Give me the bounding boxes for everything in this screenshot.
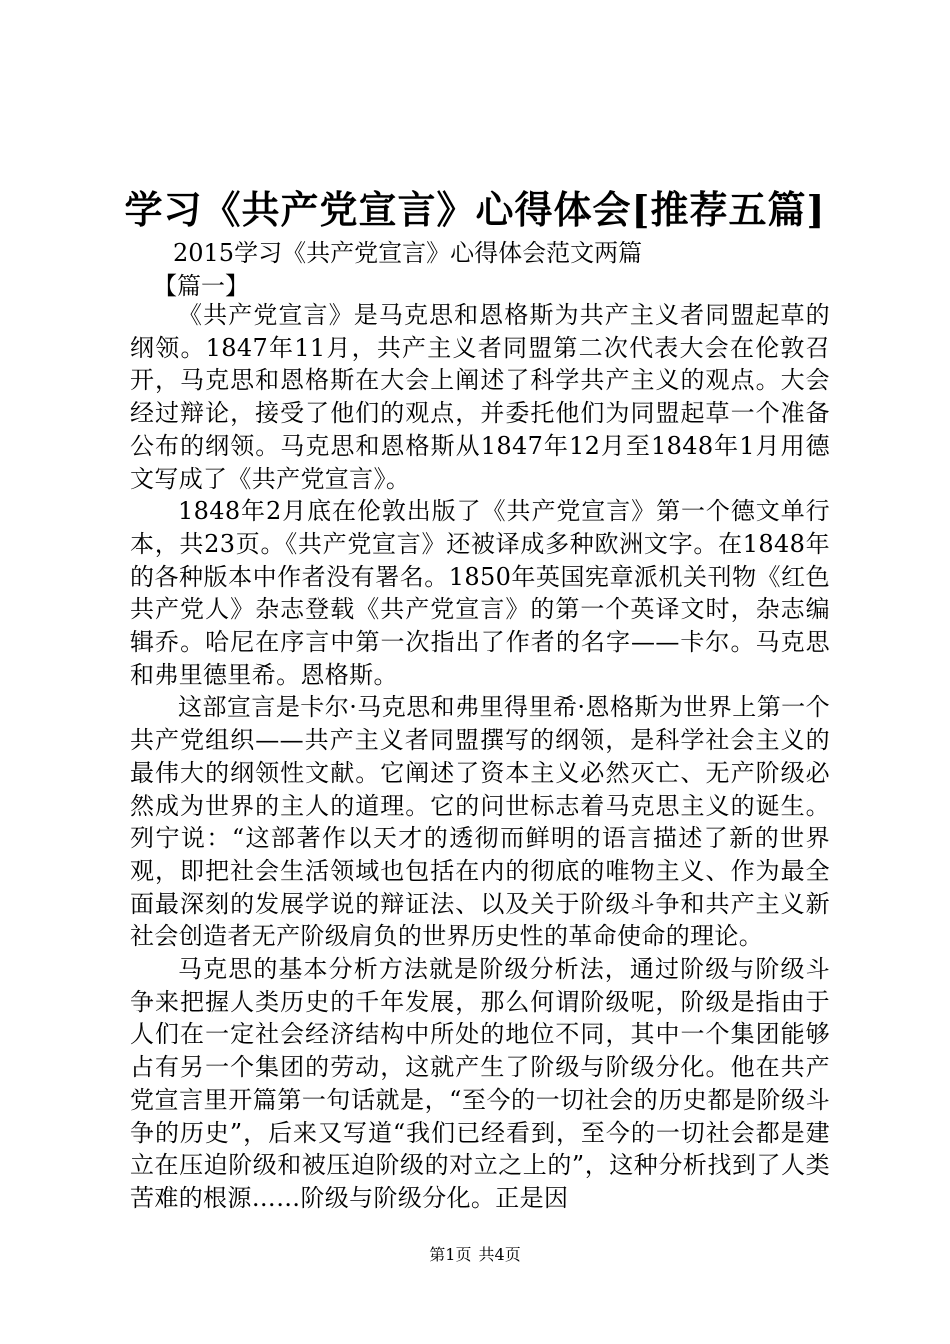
page-footer: 第1页 共4页 — [429, 1245, 521, 1264]
paragraph: 《共产党宣言》是马克思和恩格斯为共产主义者同盟起草的纲领。1847年11月，共产主义者同盟第二次代表大会在伦敦召开，马克思和恩格斯在大会上阐述了科学共产主义的观点。大会经过辩论，接受了他们的观点，并委托他们为同盟起草一个准备公布的纲领。马克思和恩格斯从1847年12月至1848年1月用德文写成了《共产党宣言》。 — [130, 301, 830, 493]
paragraph: 这部宣言是卡尔·马克思和弗里得里希·恩格斯为世界上第一个共产党组织——共产主义者同盟撰写的纲领，是科学社会主义的最伟大的纲领性文献。它阐述了资本主义必然灭亡、无产阶级必然成为世界的主人的道理。它的问世标志着马克思主义的诞生。列宁说：“这部著作以天才的透彻而鲜明的语言描述了新的世界观，即把社会生活领域也包括在内的彻底的唯物主义、作为最全面最深刻的发展学说的辩证法、以及关于阶级斗争和共产主义新社会创造者无产阶级肩负的世界历史性的革命使命的理论。 — [130, 693, 830, 951]
document-subtitle: 2015学习《共产党宣言》心得体会范文两篇 — [173, 239, 643, 267]
section-label: 【篇一】 — [153, 272, 249, 300]
document-title: 学习《共产党宣言》心得体会[推荐五篇] — [124, 187, 826, 232]
paragraph: 1848年2月底在伦敦出版了《共产党宣言》第一个德文单行本，共23页。《共产党宣言》还被译成多种欧洲文字。在1848年的各种版本中作者没有署名。1850年英国宪章派机关刊物《红色共产党人》杂志登载《共产党宣言》的第一个英译文时，杂志编辑乔。哈尼在序言中第一次指出了作者的名字——卡尔。马克思和弗里德里希。恩格斯。 — [130, 497, 830, 689]
paragraph: 马克思的基本分析方法就是阶级分析法，通过阶级与阶级斗争来把握人类历史的千年发展，那么何谓阶级呢，阶级是指由于人们在一定社会经济结构中所处的地位不同，其中一个集团能够占有另一个集团的劳动，这就产生了阶级与阶级分化。他在共产党宣言里开篇第一句话就是，“至今的一切社会的历史都是阶级斗争的历史”，后来又写道“我们已经看到，至今的一切社会都是建立在压迫阶级和被压迫阶级的对立之上的”，这种分析找到了人类苦难的根源……阶级与阶级分化。正是因 — [130, 955, 830, 1212]
document-body — [130, 299, 830, 1215]
